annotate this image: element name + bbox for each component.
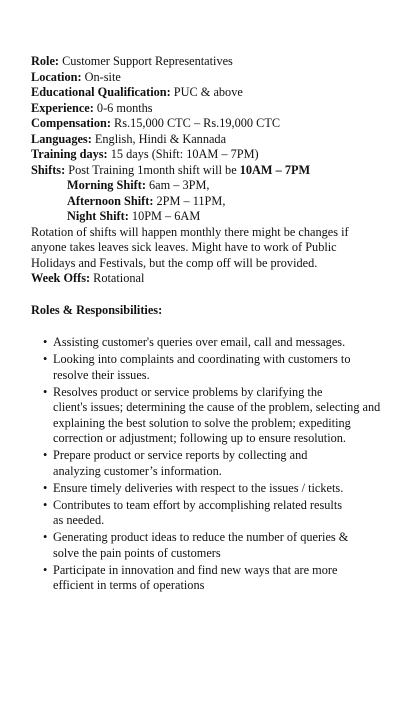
list-item-text: Participate in innovation and find new ways that are more (53, 562, 338, 577)
detail-value: On-site (81, 69, 121, 84)
detail-week-offs (31, 271, 381, 287)
bullet-icon: • (43, 497, 48, 512)
bullet-icon: • (43, 480, 48, 495)
list-item-text-continued: as needed. (53, 513, 105, 527)
detail-value: 15 days (Shift: 10AM – 7PM) (107, 147, 259, 161)
detail-label: Week Offs: (31, 271, 91, 285)
detail-shifts (31, 163, 381, 179)
bullet-icon: • (43, 352, 48, 366)
shift-intro-hours: 10AM – 7PM (239, 162, 311, 177)
list-item-text: Resolves product or service problems by clarifying the (53, 384, 323, 399)
detail-experience (31, 101, 381, 117)
detail-value: Rs.15,000 CTC – Rs.19,000 CTC (110, 116, 281, 130)
list-item-text-continued: resolve their issues. (53, 367, 150, 382)
list-item-text: Prepare product or service reports by collecting and (53, 448, 308, 462)
list-item-text: Generating product ideas to reduce the number of queries & (53, 530, 349, 544)
detail-qualification (31, 85, 381, 101)
detail-value: English, Hindi & Kannada (91, 131, 227, 146)
detail-value: Customer Support Representatives (59, 54, 233, 68)
detail-label: Shifts: (31, 162, 66, 177)
detail-compensation (31, 116, 381, 132)
list-item (31, 498, 381, 529)
list-item-text-continued: analyzing customer’s information. (53, 463, 222, 478)
section-title-roles: Roles & Responsibilities: (31, 302, 163, 317)
detail-label: Educational Qualification: (31, 85, 171, 99)
list-item (31, 448, 381, 479)
list-item (31, 530, 381, 561)
shift-intro: Post Training 1month shift will be (65, 162, 240, 177)
shift-hours: 6am – 3PM, (145, 178, 210, 192)
job-description (31, 54, 381, 595)
rotation-note: Rotation of shifts will happen monthly there might be changes if anyone takes leaves sick leaves. Might have to work of Public Holidays and Festivals, but the comp off will be provided. (31, 224, 349, 270)
shift-label: Morning Shift: (67, 178, 146, 192)
bullet-icon: • (43, 448, 48, 462)
list-item (31, 335, 381, 351)
detail-value: 0-6 months (93, 100, 153, 115)
detail-training-days (31, 147, 381, 163)
shift-hours: 2PM – 11PM, (153, 193, 226, 208)
list-item-text: Assisting customer's queries over email, call and messages. (53, 335, 346, 349)
responsibilities-list (31, 335, 381, 594)
detail-label: Location: (31, 69, 82, 84)
bullet-icon: • (43, 562, 48, 577)
list-item (31, 481, 381, 497)
shift-morning (31, 178, 381, 194)
detail-role (31, 54, 381, 70)
shift-label: Afternoon Shift: (67, 193, 154, 208)
list-item-text-continued: client's issues; determining the cause of the problem, selecting and explaining the best solution to solve the problem; expediting correction or adjustment; following up to ensure resolution. (53, 400, 381, 445)
shift-afternoon (31, 194, 381, 210)
list-item (31, 352, 381, 383)
detail-label: Compensation: (31, 116, 111, 130)
detail-location (31, 70, 381, 86)
bullet-icon: • (43, 384, 48, 399)
detail-languages (31, 132, 381, 148)
shift-label: Night Shift: (67, 209, 129, 223)
bullet-icon: • (43, 530, 48, 544)
list-item-text-continued: efficient in terms of operations (53, 578, 205, 592)
detail-value: Rotational (90, 271, 145, 285)
detail-label: Role: (31, 54, 59, 68)
shift-hours: 10PM – 6AM (128, 209, 201, 223)
list-item (31, 563, 381, 594)
list-item-text: Looking into complaints and coordinating with customers to (53, 352, 351, 366)
detail-label: Training days: (31, 147, 108, 161)
shift-night (31, 209, 381, 225)
list-item-text: Contributes to team effort by accomplishing related results (53, 497, 343, 512)
detail-label: Experience: (31, 100, 94, 115)
list-item-text-continued: solve the pain points of customers (53, 545, 221, 560)
list-item-text: Ensure timely deliveries with respect to the issues / tickets. (53, 480, 344, 495)
bullet-icon: • (43, 335, 48, 349)
detail-label: Languages: (31, 131, 92, 146)
list-item (31, 385, 381, 447)
detail-value: PUC & above (170, 85, 243, 99)
